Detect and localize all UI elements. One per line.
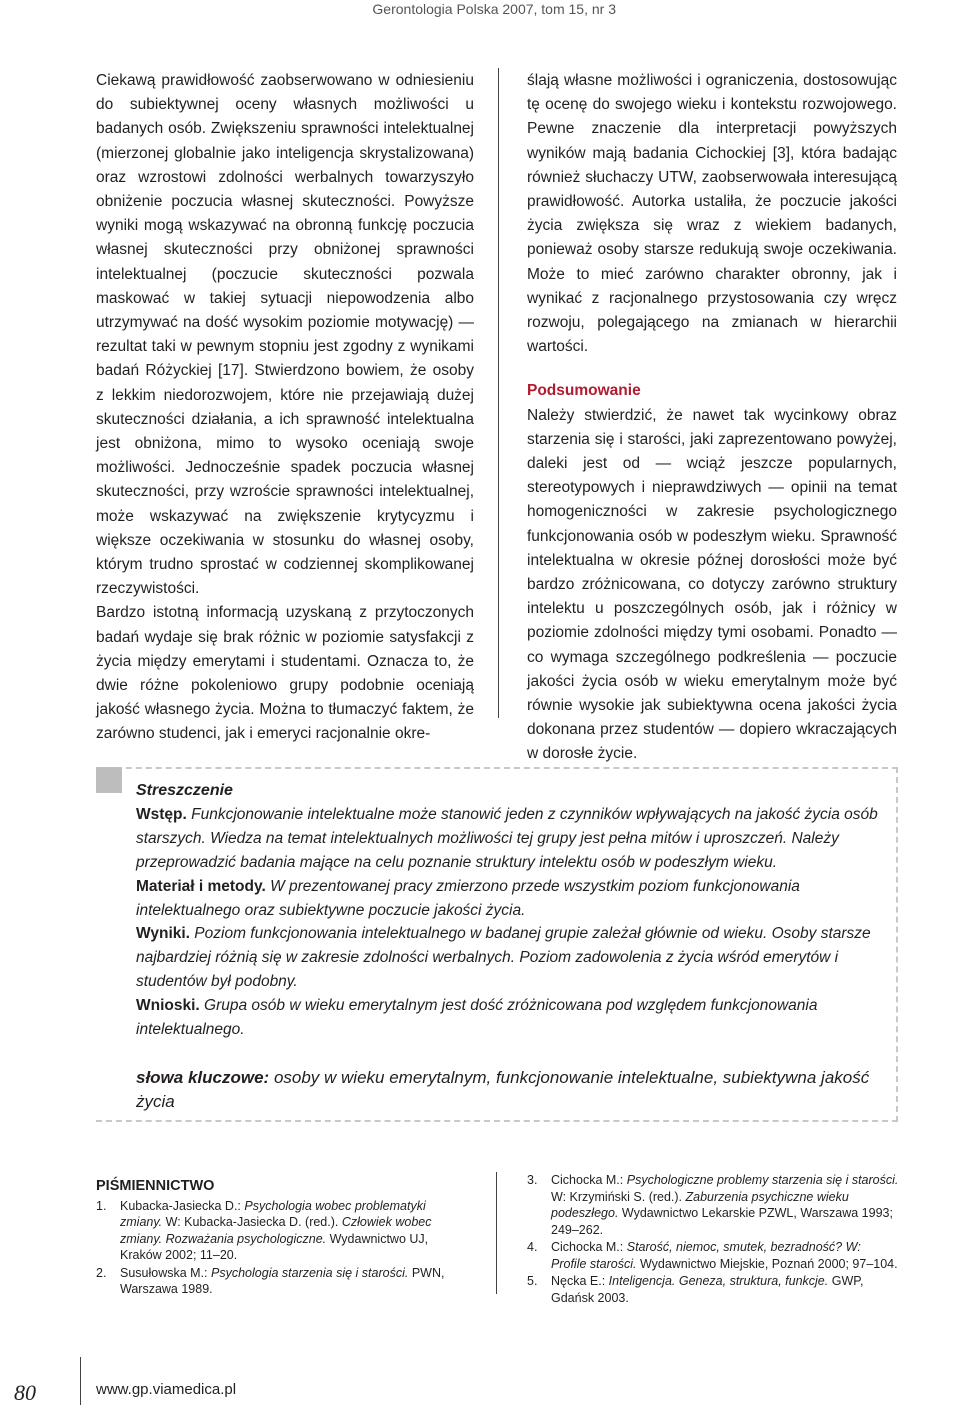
abstract-section-methods xyxy=(136,875,880,923)
paragraph: ślają własne możliwości i ograniczenia, dostosowując tę ocenę do swojego wieku i kontekstu rozwojowego. Pewne znaczenie dla interpretacji powyższych wyników mają badania Cichockiej [3], która badając również słuchaczy UTW, zaobserwowała interesującą prawidłowość. Autorka ustaliła, że poczucie jakości życia zwiększa się wraz z wiekiem badanych, ponieważ osoby starsze redukują swoje oczekiwania. Może to mieć zarówno charakter obronny, jak i wynikać z racjonalnego przystosowania czy wręcz rozwoju, polegającego na zmianach w hierarchii wartości. xyxy=(527,72,897,356)
abstract-text: Funkcjonowanie intelektualne może stanowić jeden z czynników wpływających na jakość życia osób starszych. Wiedza na temat intelektualnych możliwości tej grupy jest pełna mitów i uproszczeń. Należy przeprowadzić badania mające na celu poznanie struktury intelektu osób w podeszłym wieku. xyxy=(136,805,878,871)
abstract-text: W prezentowanej pracy zmierzono przede wszystkim poziom funkcjonowania intelektualnego oraz subiektywne poczucie jakości życia. xyxy=(136,877,800,919)
page-number: 80 xyxy=(14,1380,36,1405)
references-divider xyxy=(496,1172,497,1294)
section-title: Podsumowanie xyxy=(527,382,641,400)
reference-item: 5. Nęcka E.: Inteligencja. Geneza, struktura, funkcje. GWP, Gdańsk 2003. xyxy=(527,1274,864,1305)
reference-item: 3. Cichocka M.: Psychologiczne problemy starzenia się i starości. W: Krzymiński S. (red.). Zaburzenia psychiczne wieku podeszłego. Wydawnictwo Lekarskie PZWL, Warszawa 1993; 249–262. xyxy=(527,1173,899,1237)
abstract-label: Materiał i metody. xyxy=(136,877,266,895)
keywords-text: osoby w wieku emerytalnym, funkcjonowanie intelektualne, subiektywna jakość życia xyxy=(136,1067,870,1111)
abstract-section-results xyxy=(136,922,880,994)
keywords-label: słowa kluczowe: xyxy=(136,1067,270,1087)
abstract-label: Wnioski. xyxy=(136,997,200,1015)
paragraph: Bardzo istotną informacją uzyskaną z przytoczonych badań wydaje się brak różnic w poziomie satysfakcji z życia między emerytami i studentami. Oznacza to, że dwie różne pokoleniowo grupy podobnie oceniają jakość własnego życia. Można to tłumaczyć faktem, że zarówno studenci, jak i emeryci racjonalnie okre- xyxy=(96,604,474,743)
footer-url[interactable]: www.gp.viamedica.pl xyxy=(96,1381,237,1398)
references-right xyxy=(527,1172,899,1307)
abstract-text: Poziom funkcjonowania intelektualnego w badanej grupie zależał głównie od wieku. Osoby starsze najbardziej różnią się w zakresie zdolności werbalnych. Poziom zadowolenia z życia wśród emerytów i studentów był podobny. xyxy=(136,925,871,991)
abstract-corner-marker xyxy=(96,767,122,793)
reference-item: 4. Cichocka M.: Starość, niemoc, smutek, bezradność? W: Profile starości. Wydawnictwo Miejskie, Poznań 2000; 97–104. xyxy=(527,1240,898,1271)
abstract-title: Streszczenie xyxy=(136,782,233,799)
reference-item: 1. Kubacka-Jasiecka D.: Psychologia wobec problematyki zmiany. W: Kubacka-Jasiecka D. (red.). Człowiek wobec zmiany. Rozważania psychologiczne. Wydawnictwo UJ, Kraków 2002; 11–20. xyxy=(96,1198,432,1262)
references-left xyxy=(96,1178,468,1299)
abstract-section-conclusions xyxy=(136,994,880,1042)
footer-divider xyxy=(80,1357,81,1405)
paragraph: Ciekawą prawidłowość zaobserwowano w odniesieniu do subiektywnej oceny własnych możliwości u badanych osób. Zwiększeniu sprawności intelektualnej (mierzonej globalnie jako inteligencja skrystalizowana) oraz wzrostowi zdolności werbalnych towarzyszyło obniżenie poczucia własnej skuteczności. Powyższe wyniki mogą wskazywać na obronną funkcję poczucia własnej skuteczności przy obniżonej sprawności intelektualnej (poczucie skuteczności pozwala maskować w takiej sytuacji niepowodzenia albo utrzymywać na dość wysokim poziomie motywację) — rezultat taki w pewnym stopniu jest zgodny z wynikami badań Różyckiej [17]. Stwierdzono bowiem, że osoby z lekkim niedorozwojem, które nie przejawiają dużej skuteczności działania, a ich sprawność intelektualna jest obniżona, mimo to wysoko oceniają swoje możliwości. Jednocześnie spadek poczucia własnej skuteczności, przy wzroście sprawności intelektualnej, może wskazywać na zwiększenie krytycyzmu i większe oczekiwania w stosunku do własnej osoby, którym trudno sprostać w codziennej skomplikowanej rzeczywistości. xyxy=(96,72,474,598)
summary-paragraph: Należy stwierdzić, że nawet tak wycinkowy obraz starzenia się i starości, jaki zaprezentowano powyżej, daleki jest od — wciąż jeszcze popularnych, stereotypowych i nieprawdziwych — opinii na temat homogeniczności w zakresie psychologicznego funkcjonowania osób w podeszłym wieku. Sprawność intelektualna w okresie późnej dorosłości może być bardzo zróżnicowana, co dotyczy zarówno struktury intelektu u poszczególnych osób, jak i różnicy w poziomie zdolności między tymi osobami. Ponadto — co wymaga szczególnego podkreślenia — poczucie jakości życia osób w wieku emerytalnym może być równie wysokie jak subiektywna ocena jakości życia dokonana przez studentów — dopiero wkraczających w dorosłe życie. xyxy=(527,406,897,763)
running-head: Gerontologia Polska 2007, tom 15, nr 3 xyxy=(372,1,616,17)
left-text-column xyxy=(96,69,474,747)
abstract-box xyxy=(96,767,898,1122)
abstract-label: Wstęp. xyxy=(136,805,187,823)
abstract-text: Grupa osób w wieku emerytalnym jest dość zróżnicowana pod względem funkcjonowania intelektualnego. xyxy=(136,997,818,1039)
abstract-label: Wyniki. xyxy=(136,925,190,943)
abstract-section-intro xyxy=(136,803,880,875)
column-divider xyxy=(498,68,499,718)
references-title: PIŚMIENNICTWO xyxy=(96,1178,215,1194)
keywords xyxy=(136,1066,880,1114)
right-text-column xyxy=(527,69,897,767)
reference-item: 2. Susułowska M.: Psychologia starzenia się i starości. PWN, Warszawa 1989. xyxy=(96,1265,445,1296)
